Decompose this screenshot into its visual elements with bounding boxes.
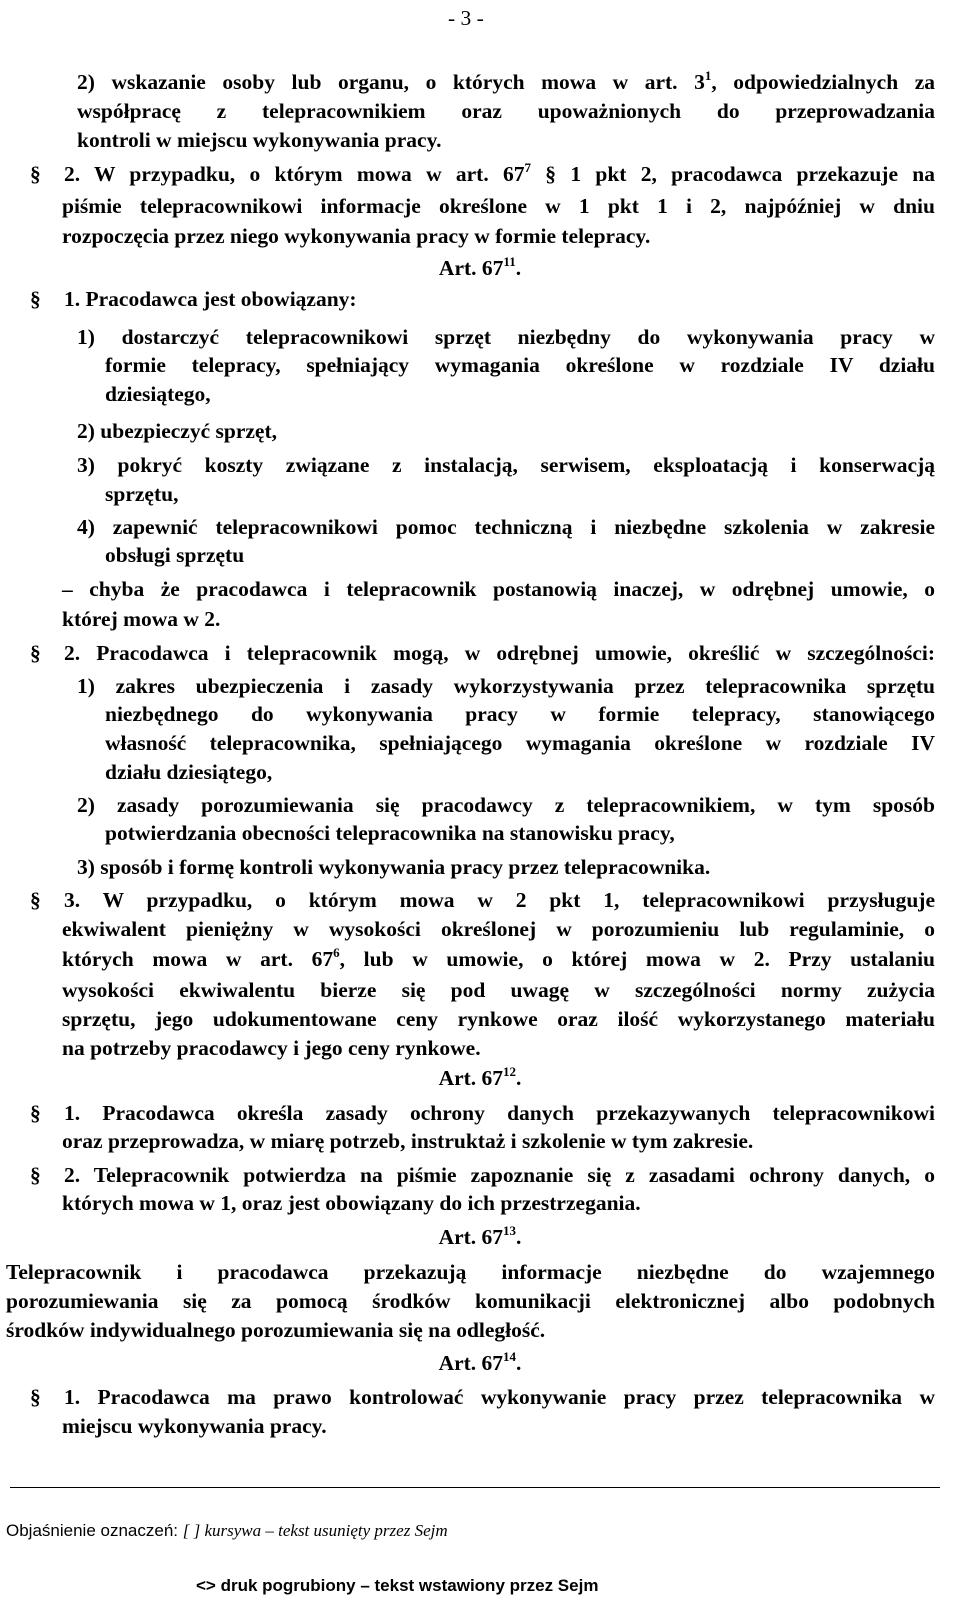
- heading-text: Art. 67: [438, 1351, 504, 1375]
- heading-text: Art. 67: [438, 1225, 504, 1249]
- list-item: 1) zakres ubezpieczenia i zasady wykorzystywania przez telepracownika sprzętu: [77, 674, 935, 698]
- article-heading: [0, 1223, 960, 1249]
- article-heading: [0, 1064, 960, 1090]
- list-tail: [62, 609, 220, 631]
- superscript: 1: [704, 68, 712, 83]
- paragraph-line: oraz przeprowadza, w miarę potrzeb, instruktaż i szkolenie w tym zakresie.: [62, 1129, 754, 1153]
- list-item: 1) dostarczyć telepracownikowi sprzęt niezbędny do wykonywania pracy w: [77, 325, 935, 349]
- paragraph-line: porozumiewania się za pomocą środków komunikacji elektronicznej albo podobnych: [6, 1289, 935, 1313]
- footer-divider: [10, 1487, 940, 1488]
- list-item: obsługi sprzętu: [105, 543, 245, 567]
- heading-dot: .: [516, 1351, 522, 1375]
- text-fragment: 2) wskazanie osoby lub organu, o których mowa w art. 3: [77, 70, 705, 94]
- text-fragment: 3. W przypadku, o którym mowa w 2 pkt 1, telepracownikowi przysługuje: [64, 888, 935, 912]
- list-item: 4) zapewnić telepracownikowi pomoc techniczną i niezbędne szkolenia w zakresie: [77, 515, 935, 539]
- list-item: działu dziesiątego,: [105, 760, 273, 784]
- paragraph-line: wysokości ekwiwalentu bierze się pod uwagę w szczególności normy zużycia: [62, 978, 935, 1002]
- list-item: 3) sposób i formę kontroli wykonywania pracy przez telepracownika.: [77, 855, 711, 879]
- text-fragment: których mowa w art. 67: [62, 947, 334, 971]
- list-item: formie telepracy, spełniający wymagania określone w rozdziale IV działu: [105, 353, 935, 377]
- paragraph-line: [30, 1103, 935, 1125]
- paragraph-line: ekwiwalent pieniężny w wysokości określonej w porozumieniu lub regulaminie, o: [62, 917, 935, 941]
- text-fragment: 2. Pracodawca i telepracownik mogą, w odrębnej umowie, określić w szczególności:: [64, 641, 935, 665]
- section-sign: §: [30, 287, 41, 311]
- paragraph-line: [30, 890, 935, 912]
- section-sign: §: [545, 162, 557, 186]
- article-heading: [0, 254, 960, 280]
- list-item: niezbędnego do wykonywania pracy w formie telepracy, stanowiącego: [105, 702, 935, 726]
- section-sign: §: [30, 1385, 41, 1409]
- heading-dot: .: [515, 256, 522, 280]
- list-item: 2) zasady porozumiewania się pracodawcy z telepracownikiem, w tym sposób: [77, 793, 935, 817]
- paragraph-line: piśmie telepracownikowi informacje określone w 1 pkt 1 i 2, najpóźniej w dniu: [62, 194, 935, 218]
- paragraph-line: [30, 1165, 935, 1187]
- text-line: współpracę z telepracownikiem oraz upoważnionych do przeprowadzania: [77, 99, 935, 123]
- superscript: 11: [503, 254, 516, 269]
- text-line: [77, 68, 936, 94]
- paragraph-line: sprzętu, jego udokumentowane ceny rynkowe oraz ilość wykorzystanego materiału: [62, 1007, 935, 1031]
- superscript: 13: [503, 1223, 517, 1238]
- paragraph-line: [30, 160, 935, 186]
- list-item: potwierdzania obecności telepracownika na stanowisku pracy,: [105, 821, 675, 845]
- paragraph-line: środków indywidualnego porozumiewania się na odległość.: [6, 1318, 546, 1342]
- legend-added: <> druk pogrubiony – tekst wstawiony przez Sejm: [196, 1576, 599, 1595]
- section-intro: [30, 289, 357, 311]
- paragraph-line: na potrzeby pracodawcy i jego ceny rynkowe.: [62, 1036, 481, 1060]
- paragraph-line: [62, 945, 935, 971]
- list-item: sprzętu,: [105, 482, 179, 506]
- list-item: dziesiątego,: [105, 382, 211, 406]
- paragraph-line: [30, 1387, 935, 1409]
- text-fragment: 2. W przypadku, o którym mowa w art. 67: [64, 162, 525, 186]
- list-tail: – chyba że pracodawca i telepracownik postanowią inaczej, w odrębnej umowie, o: [62, 577, 935, 601]
- legend-label: Objaśnienie oznaczeń:: [6, 1521, 183, 1540]
- text-fragment: , odpowiedzialnych za: [711, 70, 936, 94]
- heading-dot: .: [516, 1225, 522, 1249]
- article-heading: [0, 1349, 960, 1375]
- paragraph-line: Telepracownik i pracodawca przekazują informacje niezbędne do wzajemnego: [6, 1260, 935, 1284]
- section-sign: §: [30, 1163, 41, 1187]
- section-intro: [30, 643, 935, 665]
- text-line: kontroli w miejscu wykonywania pracy.: [77, 128, 442, 152]
- text-fragment: 1. Pracodawca jest obowiązany:: [64, 287, 357, 311]
- legend-line: [6, 1521, 448, 1541]
- legend-removed: [ ] kursywa – tekst usunięty przez Sejm: [182, 1521, 448, 1540]
- section-sign: §: [30, 162, 41, 186]
- text-fragment: której mowa w 2.: [62, 607, 221, 631]
- text-fragment: 1. Pracodawca określa zasady ochrony danych przekazywanych telepracownikowi: [64, 1101, 935, 1125]
- section-sign: §: [30, 641, 41, 665]
- list-item: 3) pokryć koszty związane z instalacją, serwisem, eksploatacją i konserwacją: [77, 453, 935, 477]
- superscript: 14: [503, 1349, 517, 1364]
- text-fragment: 1. Pracodawca ma prawo kontrolować wykonywanie pracy przez telepracownika w: [64, 1385, 935, 1409]
- list-item: 2) ubezpieczyć sprzęt,: [77, 419, 277, 443]
- superscript: 6: [333, 945, 340, 960]
- text-fragment: 1 pkt 2, pracodawca przekazuje na: [570, 162, 935, 186]
- paragraph-line: miejscu wykonywania pracy.: [62, 1414, 327, 1438]
- paragraph-line: rozpoczęcia przez niego wykonywania pracy w formie telepracy.: [62, 224, 651, 248]
- text-fragment: , lub w umowie, o której mowa w 2. Przy ustalaniu: [339, 947, 935, 971]
- superscript: 12: [503, 1064, 517, 1079]
- paragraph-line: których mowa w 1, oraz jest obowiązany do ich przestrzegania.: [62, 1191, 641, 1215]
- heading-text: Art. 67: [438, 1066, 504, 1090]
- section-sign: §: [30, 1101, 41, 1125]
- section-sign: §: [30, 888, 41, 912]
- heading-text: Art. 67: [438, 256, 504, 280]
- page-number: - 3 -: [448, 6, 484, 30]
- list-item: własność telepracownika, spełniającego wymagania określone w rozdziale IV: [105, 731, 935, 755]
- heading-dot: .: [516, 1066, 522, 1090]
- superscript: 7: [524, 160, 531, 175]
- text-fragment: 2. Telepracownik potwierdza na piśmie zapoznanie się z zasadami ochrony danych, o: [64, 1163, 935, 1187]
